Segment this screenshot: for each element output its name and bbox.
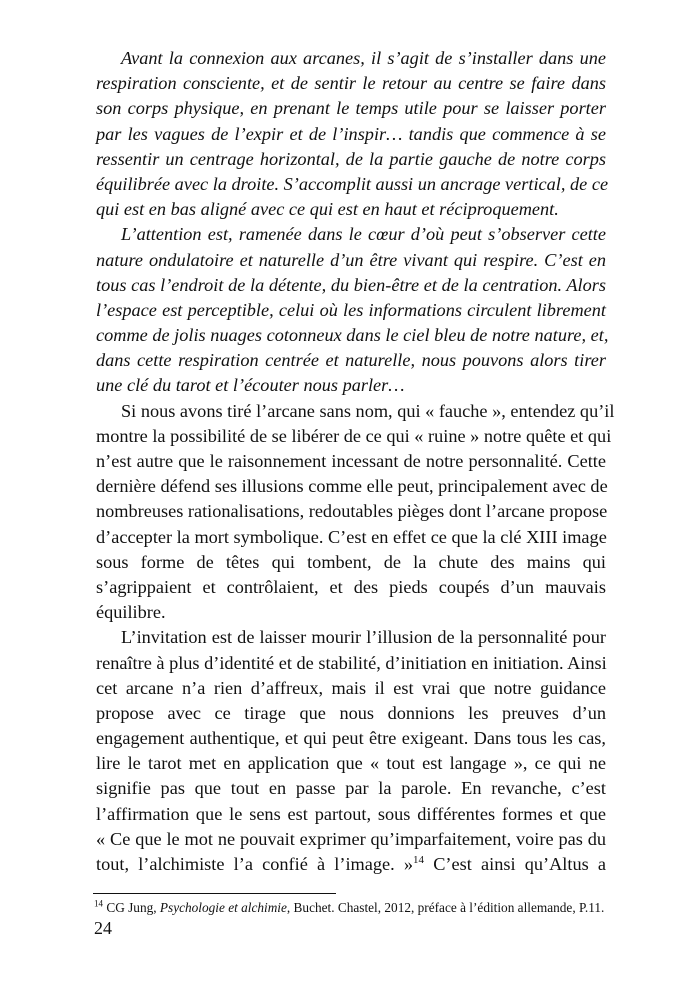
text-line: l’affirmation que le sens est partout, sous différentes formes et que (96, 803, 606, 824)
text-line: qui est en bas aligné avec ce qui est en haut et réciproquement. (96, 199, 559, 220)
text-line: l’espace est perceptible, celui où les informations circulent librement (96, 299, 606, 320)
text-line: équilibrée avec la droite. S’accomplit aussi un ancrage vertical, de ce (96, 173, 609, 194)
text-line: « Ce que le mot ne pouvait exprimer qu’imparfaitement, voire pas du (96, 828, 606, 849)
text-line: d’accepter la mort symbolique. C’est en effet ce que la clé XIII image (96, 526, 607, 547)
body-text (96, 46, 615, 877)
text-line: tous cas l’endroit de la détente, du bien-être et de la centration. Alors (96, 274, 606, 295)
footnote-title: Psychologie et alchimie (159, 900, 287, 915)
text-line: comme de jolis nuages cotonneux dans le ciel bleu de notre nature, et, (96, 325, 609, 346)
text-line: engagement authentique, et qui peut être exigeant. Dans tous les cas, (96, 728, 606, 749)
continuation-text: C’est ainsi qu’Altus a (424, 854, 606, 874)
text-line: son corps physique, en prenant le temps utile pour se laisser porter (96, 98, 606, 119)
text-line: nature ondulatoire et naturelle d’un être vivant qui respire. C’est en (96, 249, 606, 270)
footnote-separator (93, 893, 336, 894)
footnote (94, 900, 614, 916)
text-line: par les vagues de l’expir et de l’inspir… tandis que commence à se (96, 123, 606, 144)
quote-end-text: tout, l’alchimiste l’a confié à l’image. » (96, 854, 414, 874)
text-line: n’est autre que le raisonnement incessant de notre personnalité. Cette (96, 451, 606, 471)
footnote-author: CG Jung, (103, 900, 160, 915)
footnote-number: 14 (94, 898, 103, 909)
text-line: équilibre. (96, 602, 166, 623)
footnote-reference[interactable]: 14 (413, 853, 425, 866)
text-line: dernière défend ses illusions comme elle peut, principalement avec de (96, 476, 608, 497)
page-number: 24 (94, 918, 112, 938)
text-line: cet arcane n’a rien d’affreux, mais il est vrai que notre guidance (96, 677, 606, 698)
text-line: lire le tarot met en application que « tout est langage », ce qui ne (96, 753, 606, 774)
text-line: s’agrippaient et contrôlaient, et des pieds coupés d’un mauvais (96, 576, 606, 597)
text-line: Avant la connexion aux arcanes, il s’agit de s’installer dans une (121, 48, 606, 68)
text-line: Si nous avons tiré l’arcane sans nom, qui « fauche », entendez qu’il (121, 400, 615, 421)
text-line: propose avec ce tirage que nous donnions les preuves d’un (96, 702, 606, 723)
text-line: sous forme de têtes qui tombent, de la chute des mains qui (96, 551, 606, 572)
text-line: renaître à plus d’identité et de stabilité, d’initiation en initiation. Ainsi (96, 652, 607, 673)
text-line: dans cette respiration centrée et naturelle, nous pouvons alors tirer (96, 350, 606, 371)
text-line: montre la possibilité de se libérer de ce qui « ruine » notre quête et qui (96, 425, 612, 446)
text-line: signifie pas que tout en passe par la parole. En revanche, c’est (96, 778, 606, 799)
text-line: ressentir un centrage horizontal, de la partie gauche de notre corps (96, 148, 606, 169)
footnote-details: , Buchet. Chastel, 2012, préface à l’édition allemande, P.11. (286, 900, 605, 915)
text-line: une clé du tarot et l’écouter nous parler… (96, 375, 405, 396)
text-line (96, 852, 606, 877)
text-line: L’attention est, ramenée dans le cœur d’où peut s’observer cette (121, 224, 606, 245)
text-line: L’invitation est de laisser mourir l’illusion de la personnalité pour (121, 627, 606, 648)
text-line: respiration consciente, et de sentir le retour au centre se faire dans (96, 73, 606, 94)
text-line: nombreuses rationalisations, redoutables pièges dont l’arcane propose (96, 501, 608, 522)
